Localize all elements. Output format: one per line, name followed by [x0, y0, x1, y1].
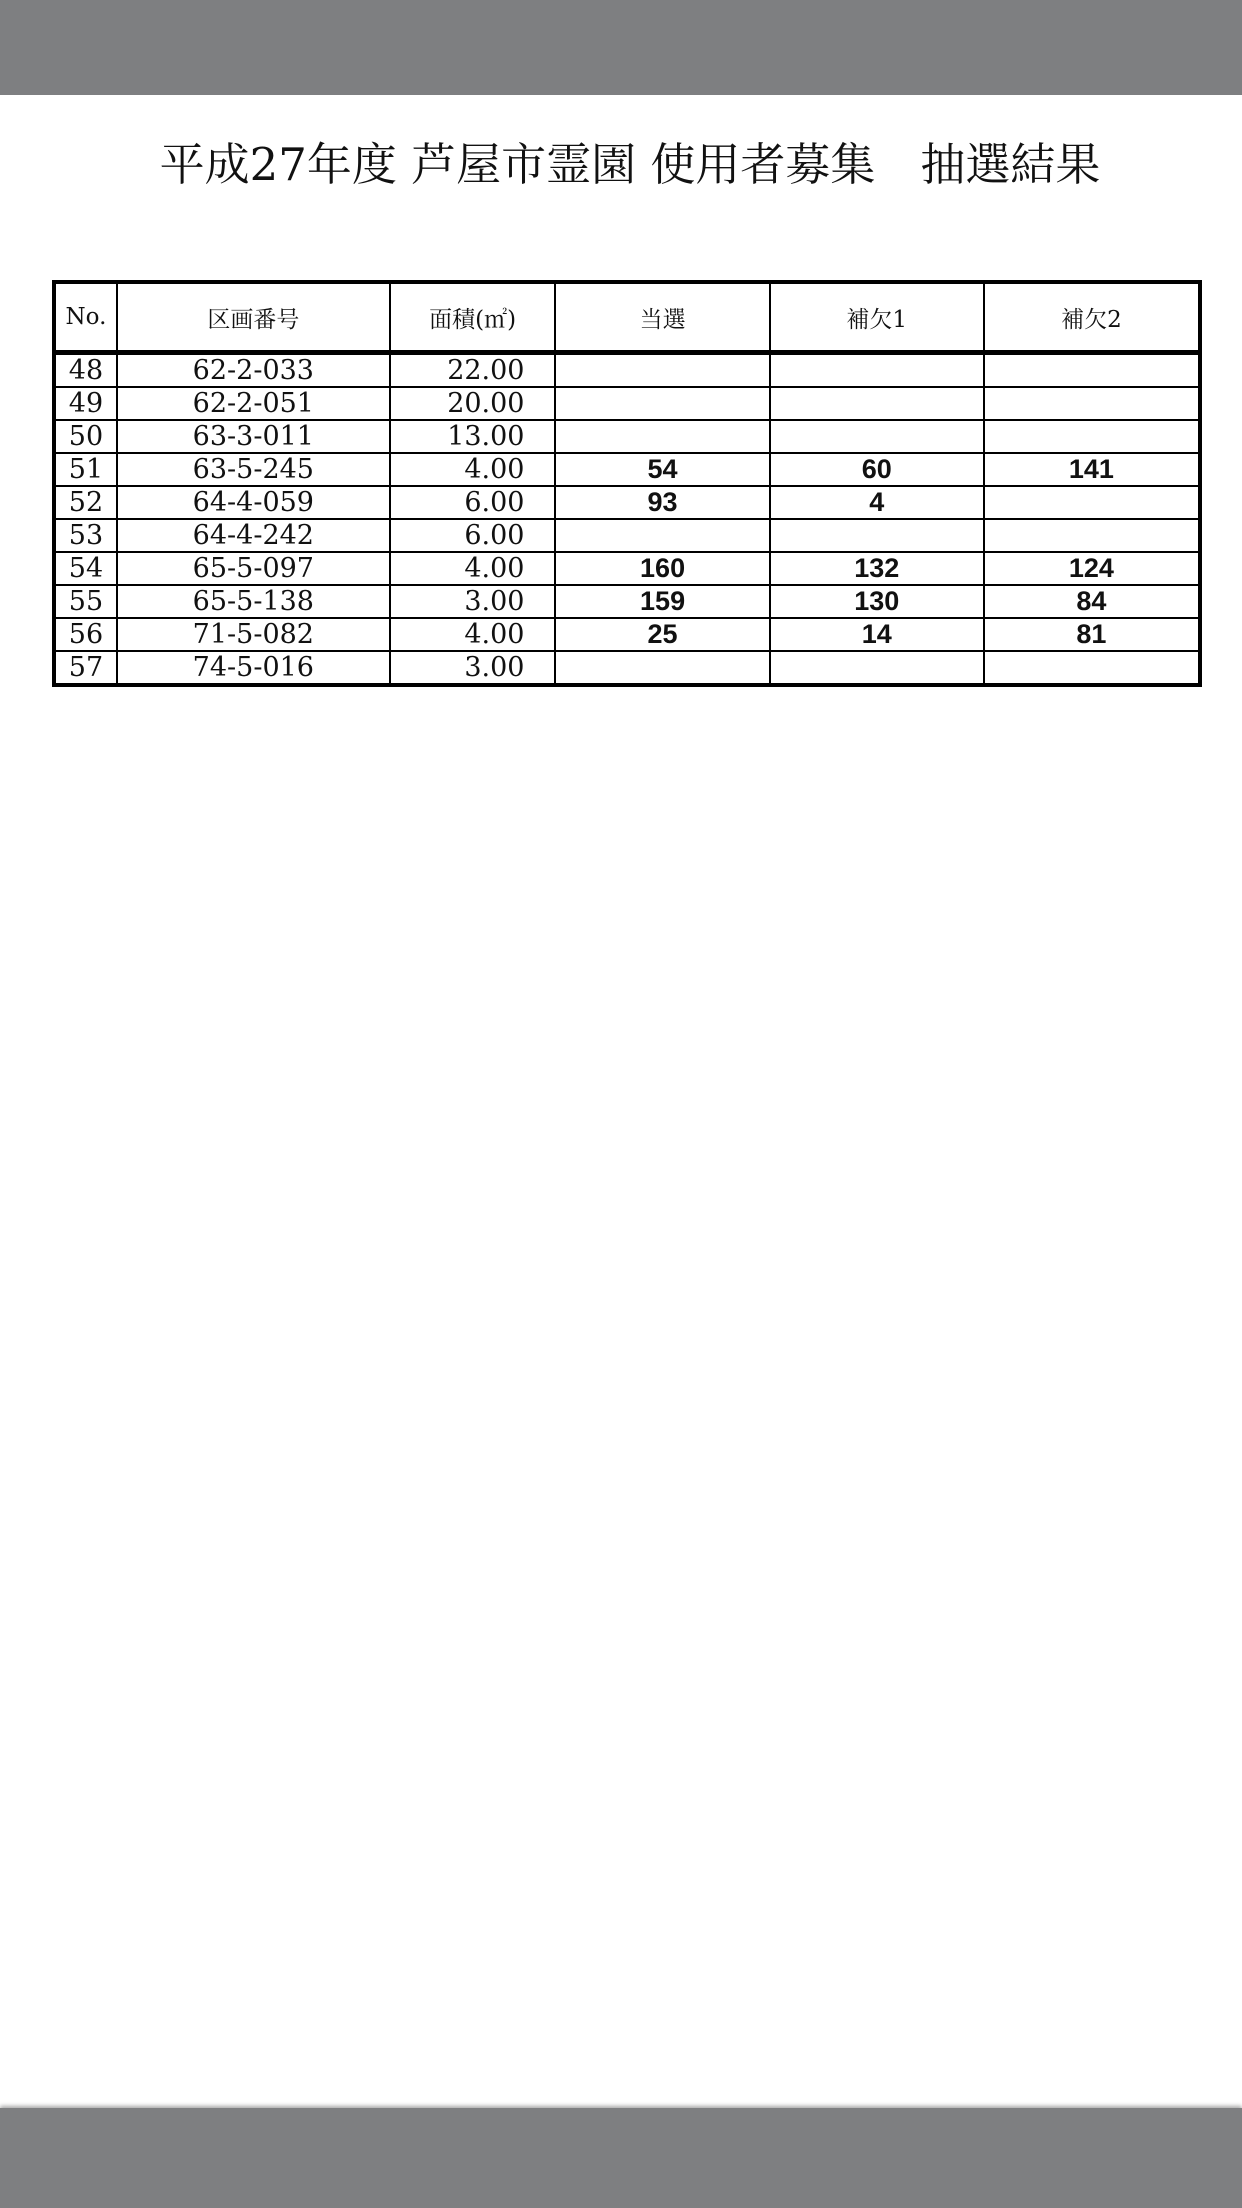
cell-alternate-1 — [770, 420, 984, 453]
cell-alternate-2 — [984, 420, 1200, 453]
table-row — [54, 453, 1200, 486]
table-row — [54, 353, 1200, 388]
cell-alternate-2: 141 — [984, 453, 1200, 486]
cell-alternate-1 — [770, 387, 984, 420]
cell-area: 6.00 — [390, 519, 556, 552]
header-area: 面積(㎡) — [390, 282, 556, 353]
cell-no: 49 — [54, 387, 117, 420]
cell-winner: 25 — [555, 618, 769, 651]
cell-area: 3.00 — [390, 585, 556, 618]
cell-winner: 54 — [555, 453, 769, 486]
cell-winner: 159 — [555, 585, 769, 618]
cell-alternate-1 — [770, 353, 984, 388]
header-alternate-1: 補欠1 — [770, 282, 984, 353]
table-row — [54, 552, 1200, 585]
cell-alternate-2 — [984, 353, 1200, 388]
lottery-results-table — [52, 280, 1202, 687]
cell-alternate-1 — [770, 519, 984, 552]
cell-plot-number: 74-5-016 — [117, 651, 390, 685]
cell-no: 50 — [54, 420, 117, 453]
cell-winner — [555, 420, 769, 453]
cell-plot-number: 65-5-097 — [117, 552, 390, 585]
cell-area: 3.00 — [390, 651, 556, 685]
header-alternate-2: 補欠2 — [984, 282, 1200, 353]
cell-area: 6.00 — [390, 486, 556, 519]
cell-no: 51 — [54, 453, 117, 486]
cell-no: 53 — [54, 519, 117, 552]
cell-plot-number: 71-5-082 — [117, 618, 390, 651]
cell-area: 22.00 — [390, 353, 556, 388]
table-row — [54, 585, 1200, 618]
table-row — [54, 486, 1200, 519]
cell-no: 55 — [54, 585, 117, 618]
cell-alternate-1: 132 — [770, 552, 984, 585]
cell-no: 56 — [54, 618, 117, 651]
table-row — [54, 618, 1200, 651]
cell-plot-number: 62-2-051 — [117, 387, 390, 420]
table-row — [54, 651, 1200, 685]
cell-alternate-1: 130 — [770, 585, 984, 618]
cell-alternate-2 — [984, 519, 1200, 552]
cell-alternate-2: 81 — [984, 618, 1200, 651]
cell-plot-number: 64-4-242 — [117, 519, 390, 552]
viewer-bottom-bar — [0, 2108, 1242, 2208]
cell-alternate-1: 4 — [770, 486, 984, 519]
cell-no: 57 — [54, 651, 117, 685]
cell-area: 4.00 — [390, 552, 556, 585]
header-no: No. — [54, 282, 117, 353]
table-row — [54, 387, 1200, 420]
cell-plot-number: 63-3-011 — [117, 420, 390, 453]
cell-alternate-2: 84 — [984, 585, 1200, 618]
cell-plot-number: 63-5-245 — [117, 453, 390, 486]
cell-winner — [555, 651, 769, 685]
cell-area: 20.00 — [390, 387, 556, 420]
header-winner: 当選 — [555, 282, 769, 353]
cell-no: 48 — [54, 353, 117, 388]
cell-alternate-2: 124 — [984, 552, 1200, 585]
cell-winner: 93 — [555, 486, 769, 519]
cell-alternate-1: 14 — [770, 618, 984, 651]
cell-plot-number: 65-5-138 — [117, 585, 390, 618]
cell-alternate-1 — [770, 651, 984, 685]
table-header-row — [54, 282, 1200, 353]
cell-alternate-1: 60 — [770, 453, 984, 486]
cell-no: 52 — [54, 486, 117, 519]
cell-winner — [555, 353, 769, 388]
cell-winner — [555, 519, 769, 552]
cell-area: 4.00 — [390, 618, 556, 651]
cell-plot-number: 64-4-059 — [117, 486, 390, 519]
table-row — [54, 420, 1200, 453]
cell-winner: 160 — [555, 552, 769, 585]
cell-alternate-2 — [984, 486, 1200, 519]
cell-area: 4.00 — [390, 453, 556, 486]
cell-area: 13.00 — [390, 420, 556, 453]
cell-plot-number: 62-2-033 — [117, 353, 390, 388]
cell-no: 54 — [54, 552, 117, 585]
viewer-top-bar — [0, 0, 1242, 95]
header-plot-number: 区画番号 — [117, 282, 390, 353]
cell-winner — [555, 387, 769, 420]
table-row — [54, 519, 1200, 552]
cell-alternate-2 — [984, 387, 1200, 420]
cell-alternate-2 — [984, 651, 1200, 685]
document-title: 平成27年度 芦屋市霊園 使用者募集 抽選結果 — [159, 138, 1101, 191]
